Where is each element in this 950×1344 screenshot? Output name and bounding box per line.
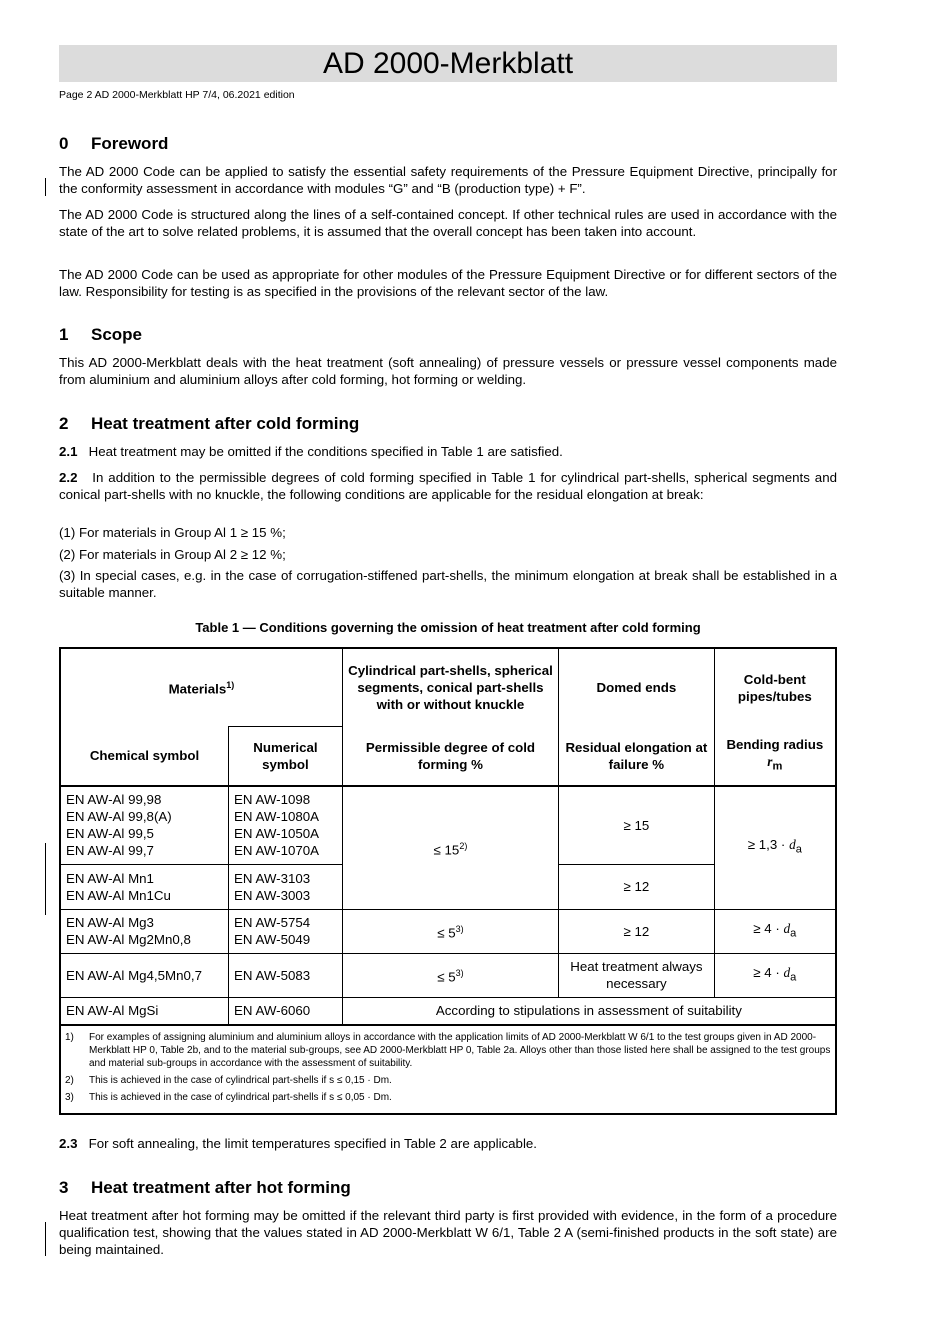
paragraph: Heat treatment after hot forming may be omitted if the relevant third party is first provided with evidence, in the form of a procedure qualification test, showing that the values stated in AD 2000-Merkblatt W 6/1, Table 2 A (semi-finished products in the soft state) are being maintained.	[59, 1208, 837, 1257]
header-materials: Materials$^{1)}$	[60, 648, 342, 726]
paragraph: The AD 2000 Code is structured along the lines of a self-contained concept. If other technical rules are used in accordance with the state of the art to solve related problems, it is assumed that the overall concept has been taken into account.	[59, 207, 837, 239]
clause-2-3: 2.3 For soft annealing, the limit temperatures specified in Table 2 are applicable.	[59, 1136, 537, 1151]
section-0-heading: 0 Foreword	[59, 134, 169, 153]
cell-chem: EN AW-Al MgSi	[60, 997, 229, 1025]
cell-num: EN AW-1098 EN AW-1080A EN AW-1050A EN AW-1070A	[229, 786, 343, 864]
cell-chem: EN AW-Al Mg4,5Mn0,7	[60, 953, 229, 997]
header-bending-radius: Bending radius $r_m$	[714, 726, 836, 786]
header-domed: Domed ends	[559, 648, 715, 726]
cell-resid: Heat treatment always necessary	[559, 953, 715, 997]
cell-bend: ≥ $1,3 \cdot d_a$	[714, 786, 836, 909]
change-bar	[45, 178, 46, 196]
list-item: (1) For materials in Group Al 1 ≥ 15 %;	[59, 525, 286, 540]
cell-num: EN AW-6060	[229, 997, 343, 1025]
header-pipes: Cold-bent pipes/tubes	[714, 648, 836, 726]
table-1	[59, 647, 837, 1115]
header-numerical-symbol: Numerical symbol	[229, 726, 343, 786]
list-item: (2) For materials in Group Al 2 ≥ 12 %;	[59, 547, 286, 562]
cell-chem: EN AW-Al Mn1 EN AW-Al Mn1Cu	[60, 864, 229, 909]
footnote: 2) This is achieved in the case of cylindrical part-shells if s ≤ 0,15 · Dm.	[65, 1075, 392, 1086]
cell-chem: EN AW-Al Mg3 EN AW-Al Mg2Mn0,8	[60, 909, 229, 953]
cell-perm: ≤ $15^{2)}$	[342, 786, 558, 909]
cell-resid: ≥ 12	[559, 909, 715, 953]
cell-bend: ≥ $4 \cdot d_a$	[714, 953, 836, 997]
header-chemical-symbol: Chemical symbol	[60, 726, 229, 786]
header-cylindrical: Cylindrical part-shells, spherical segments, conical part-shells with or without knuckle	[342, 648, 558, 726]
list-item: (3) In special cases, e.g. in the case of corrugation-stiffened part-shells, the minimum elongation at break shall be established in a suitable manner.	[59, 568, 837, 600]
table-footnotes	[60, 1025, 836, 1114]
cell-assessment: According to stipulations in assessment of suitability	[342, 997, 836, 1025]
cell-perm: ≤ $5^{3)}$	[342, 953, 558, 997]
document-header: AD 2000-Merkblatt	[59, 45, 837, 82]
change-bar	[45, 843, 46, 915]
page-subtitle: Page 2 AD 2000-Merkblatt HP 7/4, 06.2021 edition	[59, 89, 295, 101]
paragraph: The AD 2000 Code can be applied to satisfy the essential safety requirements of the Pressure Equipment Directive, principally for the conformity assessment in accordance with modules “G” and “B (production type) + F”.	[59, 164, 837, 196]
section-3-heading: 3 Heat treatment after hot forming	[59, 1178, 351, 1197]
cell-perm: ≤ $5^{3)}$	[342, 909, 558, 953]
cell-resid: ≥ 12	[559, 864, 715, 909]
cell-num: EN AW-5754 EN AW-5049	[229, 909, 343, 953]
change-bar	[45, 1222, 46, 1256]
header-residual-elongation: Residual elongation at failure %	[559, 726, 715, 786]
paragraph: The AD 2000 Code can be used as appropriate for other modules of the Pressure Equipment Directive or for different sectors of the law. Responsibility for testing is as specified in the provisions of the relevant sector of the law.	[59, 267, 837, 299]
cell-bend: ≥ $4 \cdot d_a$	[714, 909, 836, 953]
cell-num: EN AW-5083	[229, 953, 343, 997]
clause-2-1: 2.1 Heat treatment may be omitted if the conditions specified in Table 1 are satisfied.	[59, 444, 563, 459]
section-1-heading: 1 Scope	[59, 325, 143, 344]
section-2-heading: 2 Heat treatment after cold forming	[59, 414, 360, 433]
table-caption: Table 1 — Conditions governing the omission of heat treatment after cold forming	[195, 620, 701, 635]
cell-resid: ≥ 15	[559, 786, 715, 864]
cell-chem: EN AW-Al 99,98 EN AW-Al 99,8(A) EN AW-Al 99,5 EN AW-Al 99,7	[60, 786, 229, 864]
clause-2-2: 2.2 In addition to the permissible degrees of cold forming specified in Table 1 for cylindrical part-shells, spherical segments and conical part-shells with no knuckle, the following conditions are applicable for the residual elongation at break:	[59, 470, 837, 502]
header-permissible-degree: Permissible degree of cold forming %	[342, 726, 558, 786]
cell-num: EN AW-3103 EN AW-3003	[229, 864, 343, 909]
footnote: 3) This is achieved in the case of cylindrical part-shells if s ≤ 0,05 · Dm.	[65, 1092, 392, 1103]
footnote: 1) For examples of assigning aluminium and aluminium alloys in accordance with the application limits of AD 2000-Merkblatt W 6/1 to the test groups given in AD 2000-Merkblatt HP 0, Table 2b, and to the material sub-groups, see AD 2000-Merkblatt HP 0, Table 2a. Alloys other than those listed here shall be assigned to the test groups and material sub-groups in accordance with the assessment of suitability.	[65, 1032, 831, 1069]
paragraph: This AD 2000-Merkblatt deals with the heat treatment (soft annealing) of pressure vessels or pressure vessel components made from aluminium and aluminium alloys after cold forming, hot forming or welding.	[59, 355, 837, 387]
